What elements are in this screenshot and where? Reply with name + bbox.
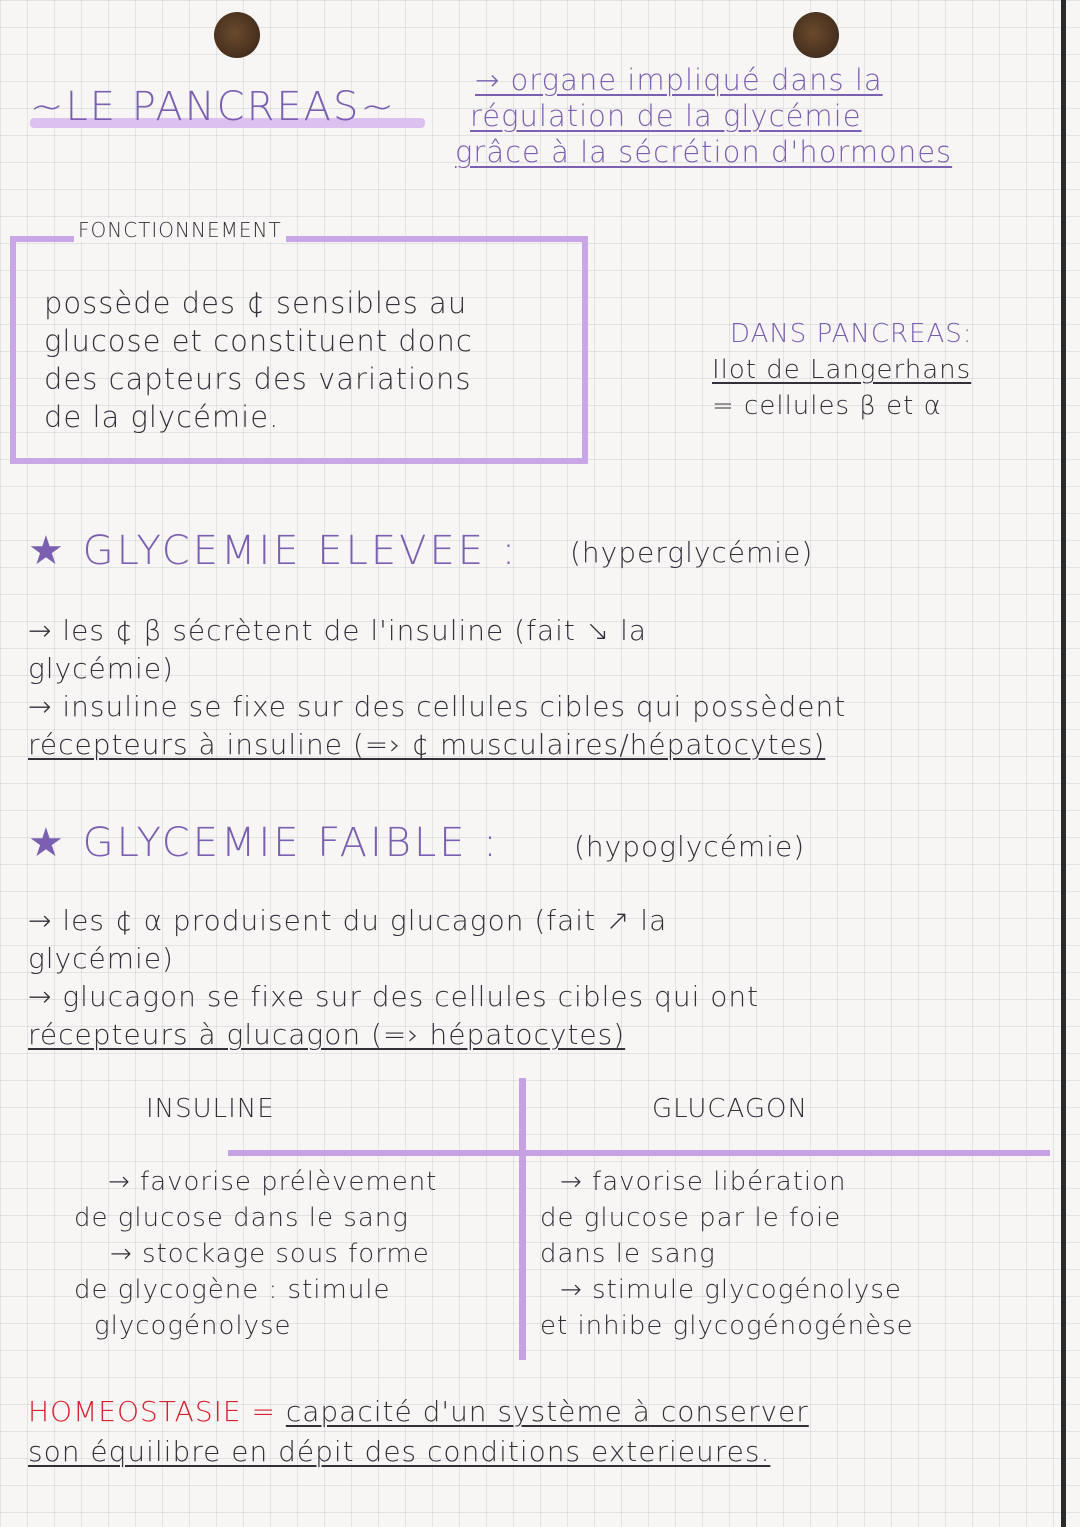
glycemie-faible-note: (hypoglycémie) [574,830,806,863]
glycemie-faible-text [28,902,759,1054]
homeostasie-line1: capacité d'un système à conserver [285,1395,809,1428]
glucagon-line: dans le sang [540,1239,716,1269]
faible-line: glycémie) [28,942,174,975]
definition-block [455,62,952,170]
dans-pancreas-line: = cellules β et α [712,391,942,421]
glycemie-elevee-note: (hyperglycémie) [570,536,814,569]
binder-hole-left [214,12,260,58]
page-title: ~LE PANCREAS~ [30,84,396,130]
page-edge [1061,0,1066,1527]
binder-hole-right [793,12,839,58]
fonctionnement-line: des capteurs des variations [44,362,472,396]
insuline-line: de glycogène : stimule [74,1275,391,1305]
homeostasie-term: HOMEOSTASIE [28,1395,242,1428]
glycemie-faible-heading: ★ GLYCEMIE FAIBLE : [28,820,500,866]
glycemie-elevee-heading: ★ GLYCEMIE ELEVEE : [28,528,519,574]
definition-line: grâce à la sécrétion d'hormones [455,135,953,169]
faible-line: → les ¢ α produisent du glucagon (fait ↗ la [28,904,668,937]
fonctionnement-text [44,284,473,436]
insuline-column [74,1164,437,1344]
table-vertical-divider [519,1078,526,1360]
insuline-line: glycogénolyse [94,1311,292,1341]
definition-line: → organe impliqué dans la [475,63,883,97]
insuline-line: → favorise prélèvement [108,1167,438,1197]
glucagon-line: de glucose par le foie [540,1203,842,1233]
fonctionnement-line: possède des ¢ sensibles au [44,286,468,320]
dans-pancreas-title: DANS PANCREAS: [730,319,973,349]
homeostasie-line2: son équilibre en dépit des conditions exterieures. [28,1435,771,1468]
elevee-line: → les ¢ β sécrètent de l'insuline (fait ↘ la [28,614,648,647]
insuline-line: de glucose dans le sang [74,1203,409,1233]
dans-pancreas-block [712,316,973,424]
homeostasie-sep: = [241,1395,286,1428]
fonctionnement-line: glucose et constituent donc [44,324,473,358]
glucagon-header: GLUCAGON [652,1094,808,1124]
table-horizontal-divider [228,1150,1050,1156]
dans-pancreas-line: Ilot de Langerhans [712,355,972,385]
glucagon-line: → stimule glycogénolyse [560,1275,902,1305]
insuline-header: INSULINE [146,1094,275,1124]
glucagon-line: → favorise libération [560,1167,847,1197]
glycemie-elevee-text [28,612,846,764]
elevee-line: glycémie) [28,652,174,685]
elevee-line: récepteurs à insuline (=› ¢ musculaires/hépatocytes) [28,728,826,761]
homeostasie-block [28,1392,809,1472]
definition-line: régulation de la glycémie [470,99,862,133]
insuline-line: → stockage sous forme [110,1239,430,1269]
glucagon-line: et inhibe glycogénogénèse [540,1311,914,1341]
faible-line: récepteurs à glucagon (=› hépatocytes) [28,1018,626,1051]
faible-line: → glucagon se fixe sur des cellules cibles qui ont [28,980,760,1013]
elevee-line: → insuline se fixe sur des cellules cibles qui possèdent [28,690,847,723]
glucagon-column [540,1164,914,1344]
fonctionnement-label: FONCTIONNEMENT [74,218,286,242]
fonctionnement-line: de la glycémie. [44,400,280,434]
